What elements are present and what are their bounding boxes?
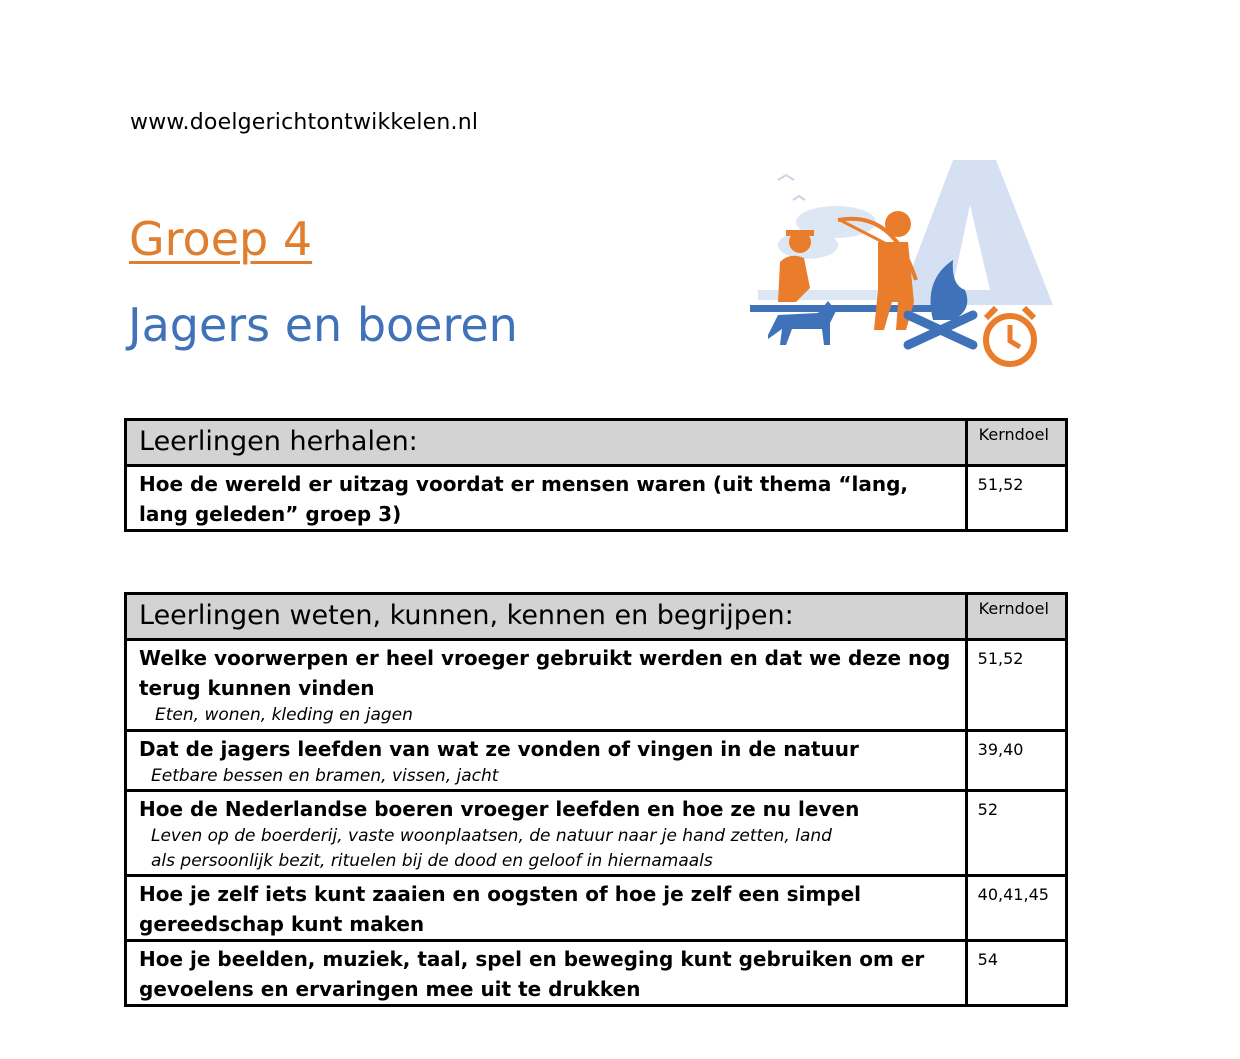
goal-cell xyxy=(126,731,967,791)
goal-detail: Eetbare bessen en bramen, vissen, jacht xyxy=(151,766,499,786)
goal-title: Hoe de wereld er uitzag voordat er mensen waren (uit thema “lang, lang geleden” groep 3) xyxy=(126,466,967,531)
goal-detail: Eten, wonen, kleding en jagen xyxy=(155,705,413,725)
goal-title: Welke voorwerpen er heel vroeger gebruikt werden en dat we deze nog terug kunnen vinden xyxy=(139,646,951,700)
table-row xyxy=(126,941,1067,1006)
kerndoel-heading: Kerndoel xyxy=(966,420,1066,466)
goal-cell xyxy=(126,640,967,731)
table-row xyxy=(126,876,1067,941)
website-url: www.doelgerichtontwikkelen.nl xyxy=(130,110,479,135)
table-row xyxy=(126,640,1067,731)
kerndoel-value: 54 xyxy=(966,941,1066,1006)
goal-title: Hoe je zelf iets kunt zaaien en oogsten of hoe je zelf een simpel gereedschap kunt maken xyxy=(126,876,967,941)
goal-title: Dat de jagers leefden van wat ze vonden of vingen in de natuur xyxy=(139,737,859,761)
repeat-table xyxy=(124,418,1068,532)
learn-table-heading: Leerlingen weten, kunnen, kennen en begrijpen: xyxy=(126,594,967,640)
hunters-farmers-illustration-icon xyxy=(748,150,1058,375)
table-row xyxy=(126,791,1067,876)
kerndoel-heading: Kerndoel xyxy=(966,594,1066,640)
kerndoel-value: 40,41,45 xyxy=(966,876,1066,941)
kerndoel-value: 51,52 xyxy=(966,466,1066,531)
repeat-table-heading: Leerlingen herhalen: xyxy=(126,420,967,466)
table-row xyxy=(126,731,1067,791)
goal-title: Hoe je beelden, muziek, taal, spel en beweging kunt gebruiken om er gevoelens en ervaringen mee uit te drukken xyxy=(126,941,967,1006)
table-row xyxy=(126,466,1067,531)
kerndoel-value: 51,52 xyxy=(966,640,1066,731)
goal-detail: Leven op de boerderij, vaste woonplaatsen, de natuur naar je hand zetten, land als persoonlijk bezit, rituelen bij de dood en geloof in hiernamaals xyxy=(151,826,832,871)
group-title: Groep 4 xyxy=(129,212,313,266)
learn-table xyxy=(124,592,1068,1007)
goal-title: Hoe de Nederlandse boeren vroeger leefden en hoe ze nu leven xyxy=(139,797,860,821)
goal-cell xyxy=(126,791,967,876)
kerndoel-value: 39,40 xyxy=(966,731,1066,791)
kerndoel-value: 52 xyxy=(966,791,1066,876)
theme-title: Jagers en boeren xyxy=(128,298,518,352)
